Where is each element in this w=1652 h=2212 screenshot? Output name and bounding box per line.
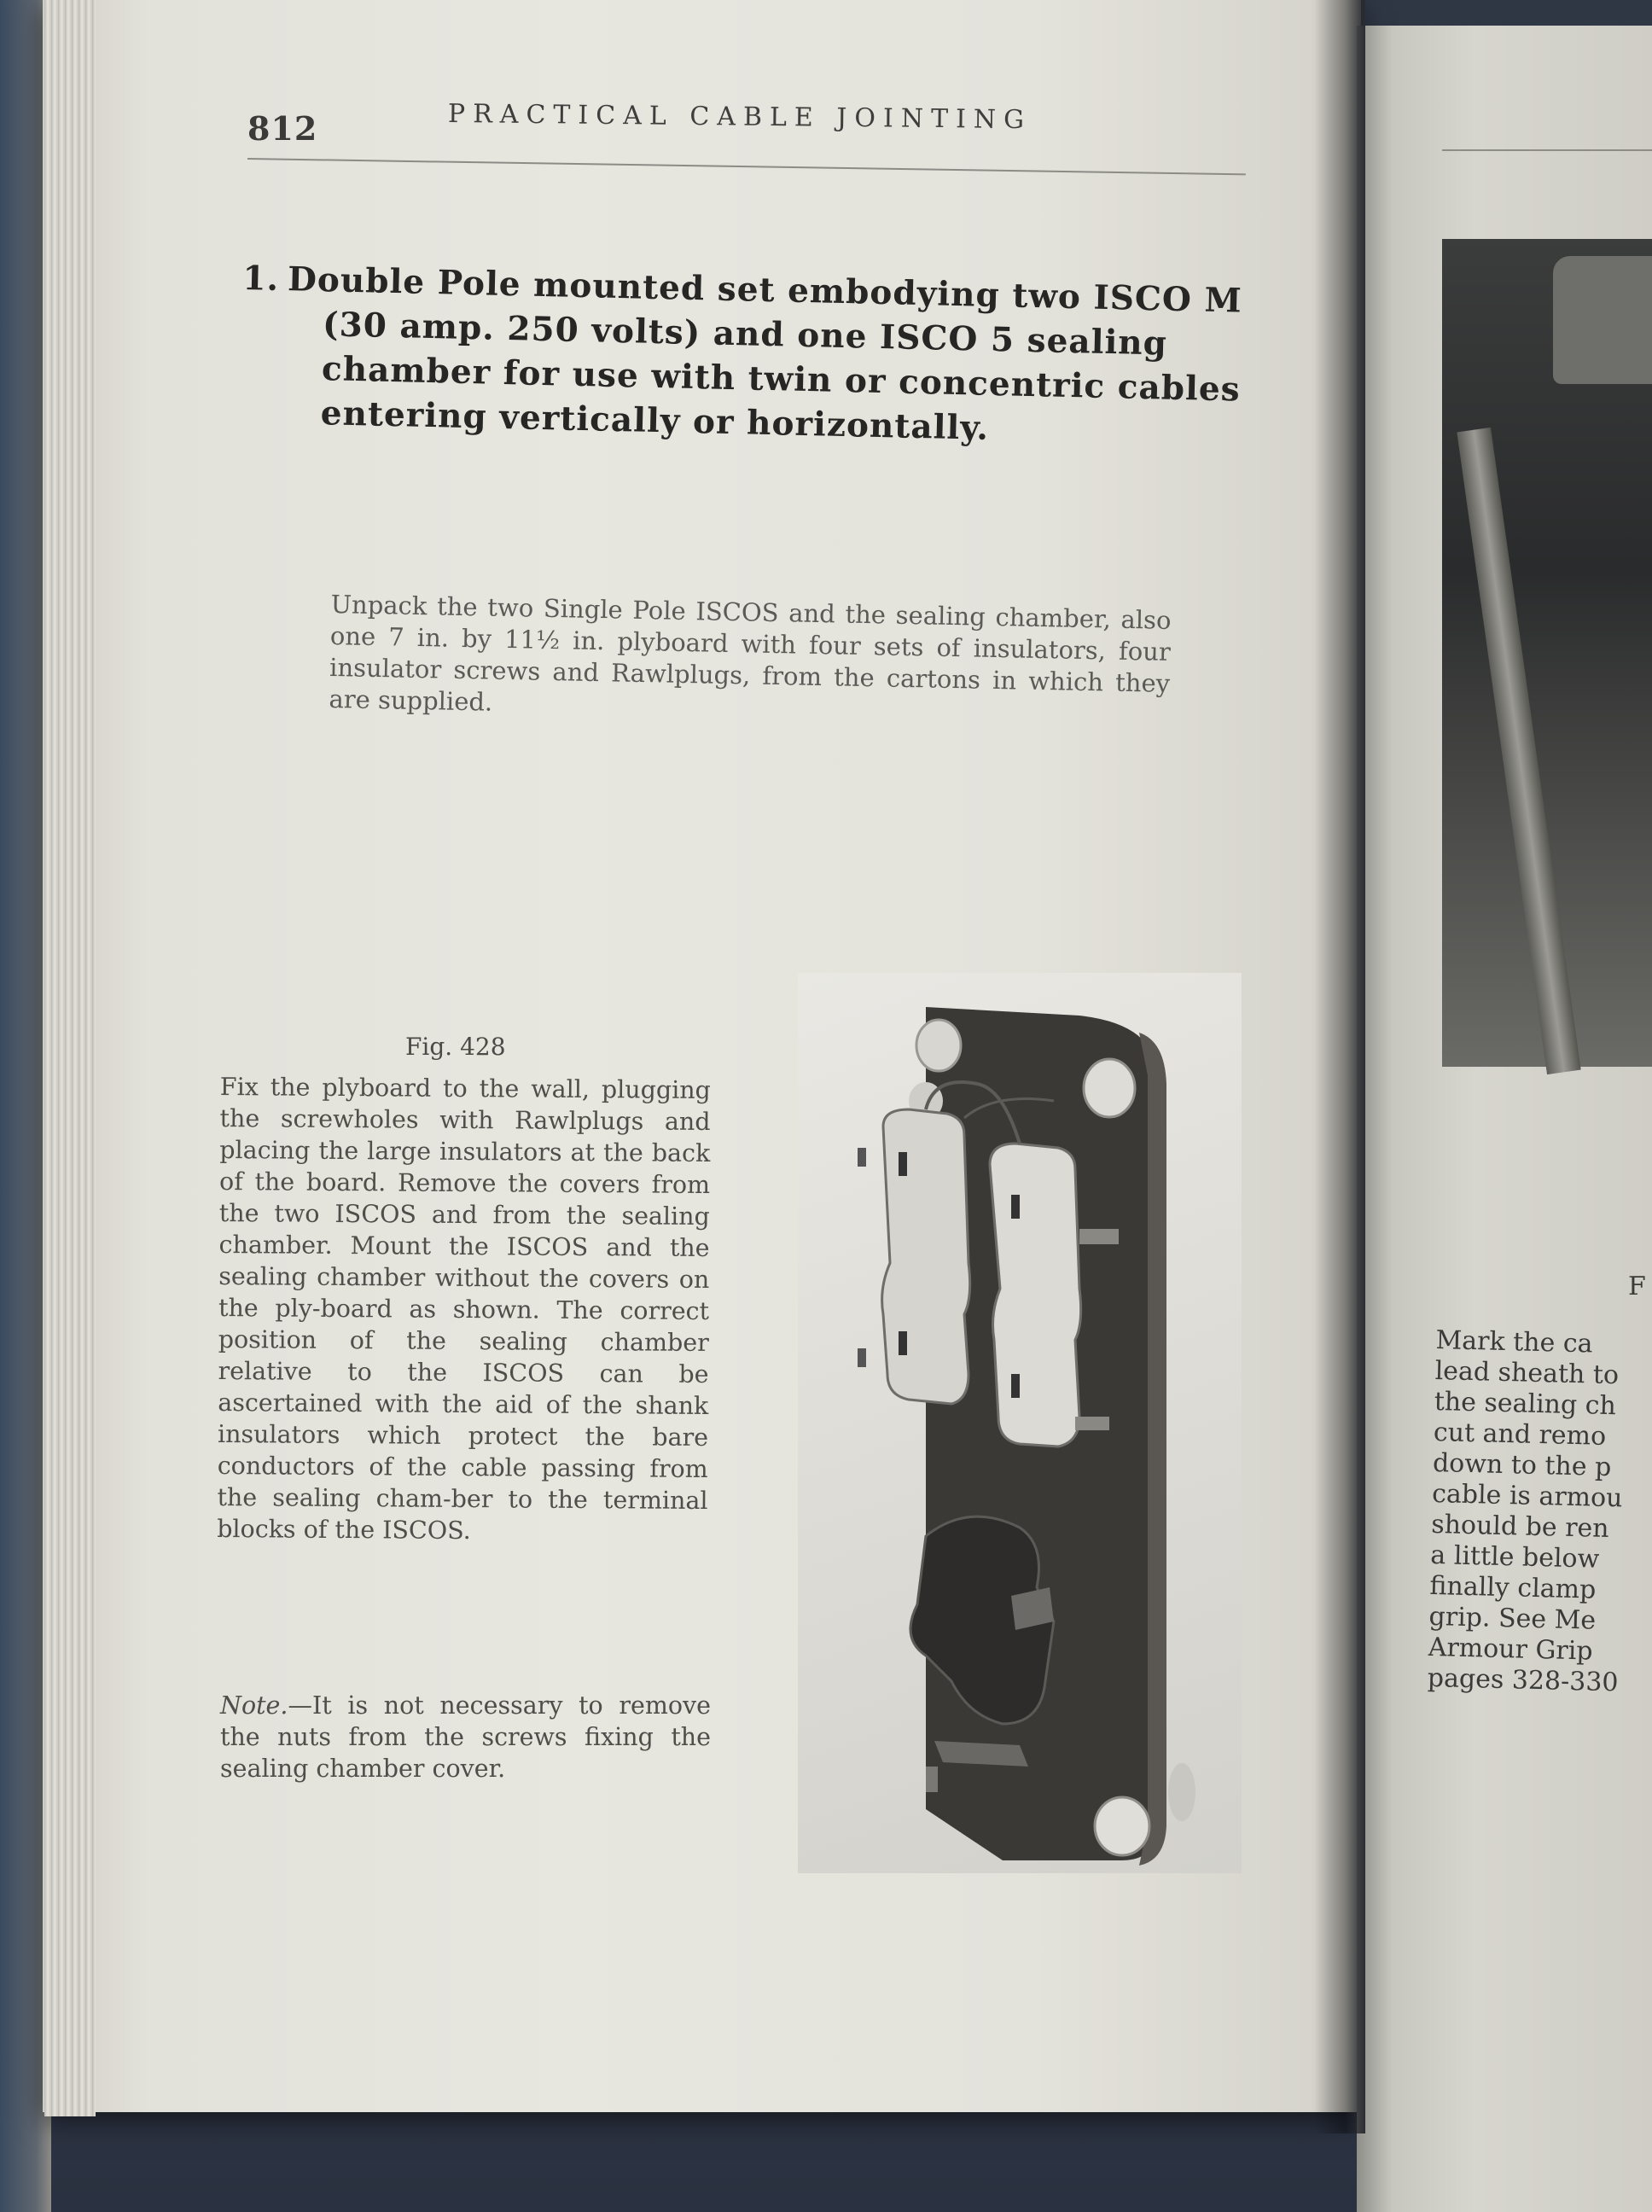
terminal-left-bottom [899, 1331, 907, 1355]
insulator-bottom-right [1095, 1797, 1149, 1855]
right-page-line: cable is armou [1431, 1478, 1623, 1514]
note-text: —It is not necessary to remove the nuts from the screws fixing the sealing chamber cover. [220, 1691, 711, 1783]
right-page-line: finally clamp [1429, 1570, 1597, 1605]
right-page-line: Armour Grip [1428, 1632, 1593, 1667]
clip-right-lower [1075, 1417, 1109, 1430]
screw-left-top [858, 1148, 866, 1167]
isco-unit-right [990, 1144, 1081, 1447]
section-heading-line-1: Double Pole mounted set embodying two ISCO M [287, 259, 1243, 321]
figure-label: Fig. 428 [405, 1033, 506, 1061]
screw-bottom [926, 1767, 938, 1792]
right-page-line: Mark the ca [1435, 1325, 1593, 1359]
right-page-line: down to the p [1432, 1447, 1612, 1483]
unpack-paragraph: Unpack the two Single Pole ISCOS and the sealing chamber, also one 7 in. by 11½ in. plyboard with four sets of insulators, four insulator screws and Rawlplugs, from the cartons in which they are supplied. [329, 589, 1172, 717]
right-page-line: should be ren [1430, 1509, 1610, 1545]
terminal-right-bottom [1011, 1374, 1020, 1398]
screw-left-bottom [858, 1348, 866, 1367]
right-page-line: a little below [1429, 1540, 1600, 1575]
section-heading-line-4: entering vertically or horizontally. [320, 393, 990, 448]
right-page-text [1427, 1325, 1652, 1699]
section-heading-line-2: (30 amp. 250 volts) and one ISCO 5 sealing [322, 305, 1168, 364]
terminal-right-top [1011, 1195, 1020, 1219]
section-heading [239, 256, 1249, 457]
right-page-line: grip. See Me [1428, 1601, 1597, 1636]
isco-unit-left [882, 1109, 970, 1404]
right-page-line: lead sheath to [1434, 1355, 1620, 1391]
right-page-figure-letter: F [1628, 1272, 1646, 1301]
right-page-head-rule [1442, 149, 1652, 151]
figure-note [220, 1690, 711, 1784]
insulator-top-left [916, 1020, 961, 1071]
insulator-top-right [1084, 1059, 1135, 1117]
section-heading-line-3: chamber for use with twin or concentric cables [321, 349, 1242, 410]
book-gutter [1314, 0, 1365, 2133]
figure-photograph [798, 973, 1242, 1873]
right-page-photo-cap [1553, 256, 1652, 384]
page-edges [44, 0, 96, 2116]
figure-instructions: Fix the plyboard to the wall, plugging the screwholes with Rawlplugs and placing the large insulators at the back of the board. Remove the covers from the two ISCOS and from the sealing chamber. Mount the ISCOS and the sealing chamber without the covers on the ply-board as shown. The correct position of the sealing chamber relative to the ISCOS can be ascertained with the aid of the shank insulators which protect the bare conductors of the cable passing from the sealing cham-ber to the terminal blocks of the ISCOS. [217, 1073, 711, 1545]
note-label: Note. [220, 1691, 288, 1720]
plyboard-assembly-illustration [798, 973, 1242, 1873]
insulator-bottom-edge [1168, 1763, 1195, 1821]
right-page-line: cut and remo [1433, 1417, 1607, 1452]
terminal-left-top [899, 1152, 907, 1176]
right-page-line: pages 328-330 [1427, 1662, 1619, 1698]
page-number: 812 [247, 109, 318, 148]
right-page-line: the sealing ch [1434, 1386, 1617, 1422]
clip-right [1079, 1229, 1119, 1244]
running-head: PRACTICAL CABLE JOINTING [447, 99, 1032, 136]
section-number: 1. [241, 258, 280, 299]
